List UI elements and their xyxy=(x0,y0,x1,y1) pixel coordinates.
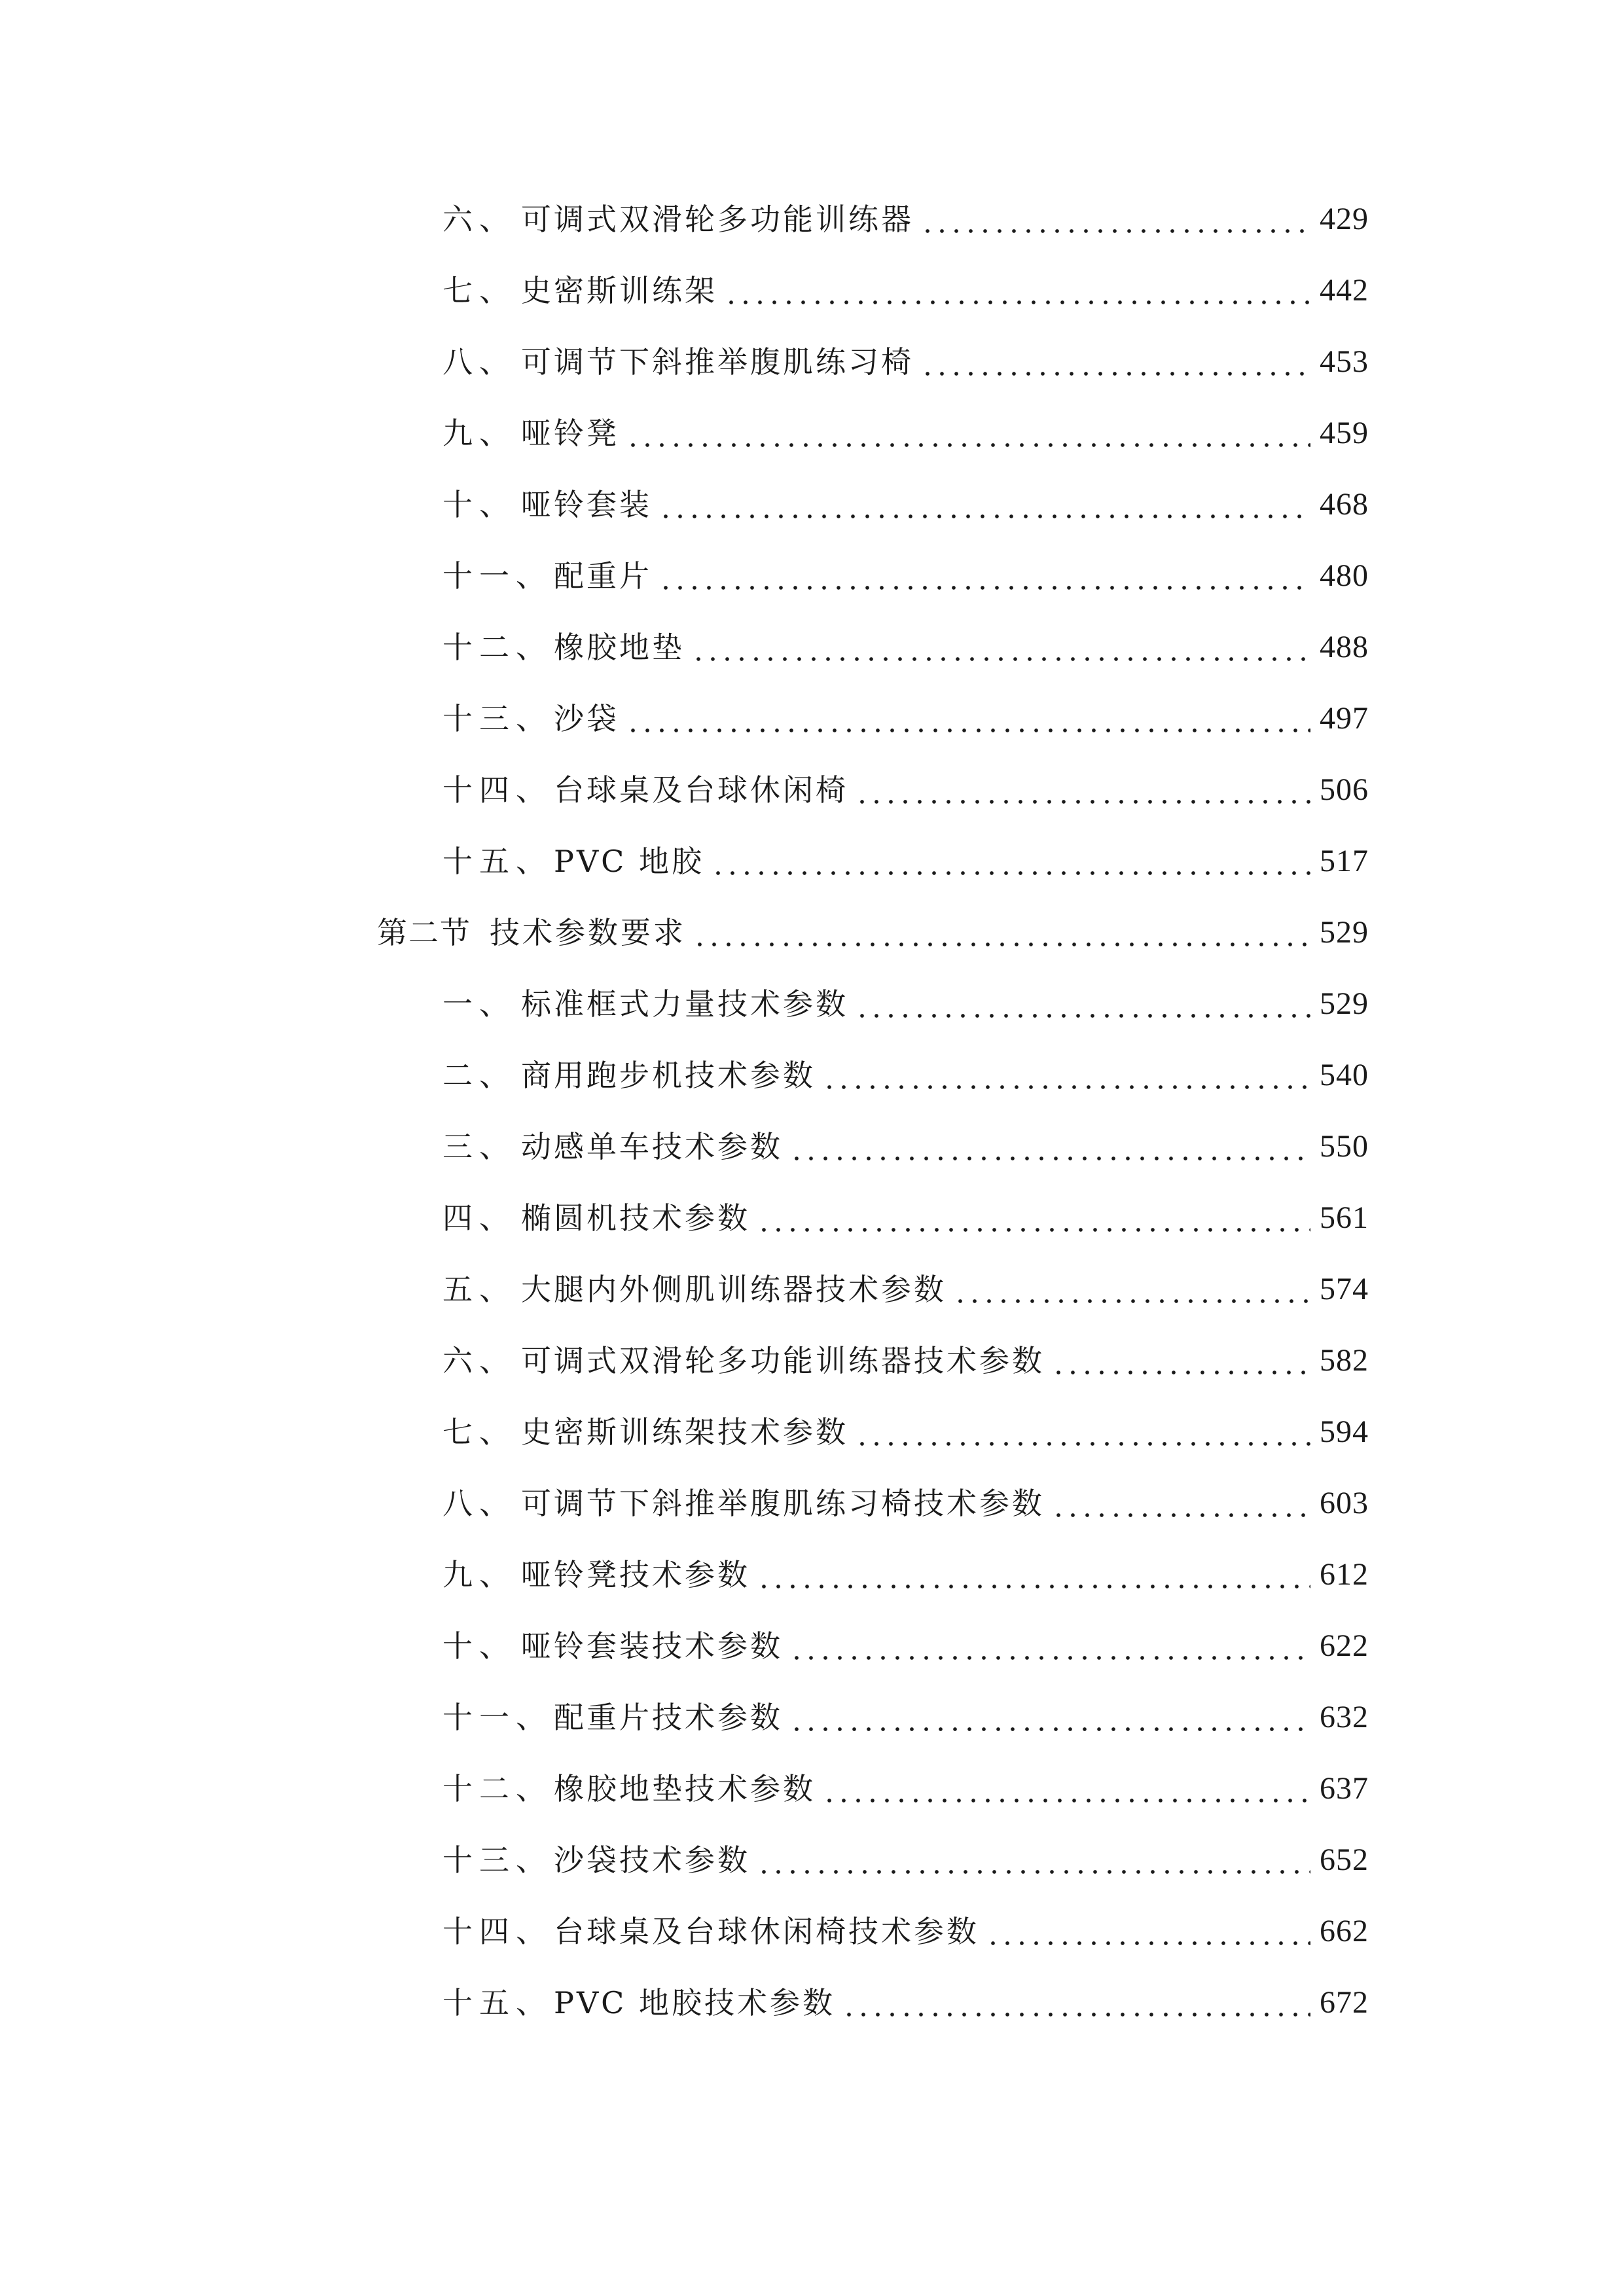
dot-leader xyxy=(822,1060,1310,1090)
toc-entry-page: 582 xyxy=(1320,1343,1369,1378)
toc-entry-number: 八、 xyxy=(442,1486,516,1521)
toc-entry[interactable] xyxy=(442,407,1369,459)
toc-entry-number: 六、 xyxy=(442,1343,516,1378)
toc-entry-title: 橡胶地垫技术参数 xyxy=(554,1771,816,1806)
toc-entry-title: PVC 地胶 xyxy=(554,844,704,879)
toc-entry-number: 十二、 xyxy=(442,630,552,665)
toc-entry-number: 十五、 xyxy=(442,1985,552,2020)
toc-entry-page: 561 xyxy=(1320,1200,1369,1235)
dot-leader xyxy=(1051,1346,1310,1376)
dot-leader xyxy=(920,204,1310,234)
toc-entry[interactable] xyxy=(442,1977,1369,2029)
toc-entry[interactable] xyxy=(442,978,1369,1030)
toc-entry-title: 标准框式力量技术参数 xyxy=(521,986,848,1022)
toc-entry-page: 603 xyxy=(1320,1486,1369,1520)
toc-entry[interactable] xyxy=(442,336,1369,388)
toc-entry-page: 672 xyxy=(1320,1985,1369,2020)
toc-entry-title: 可调节下斜推举腹肌练习椅技术参数 xyxy=(521,1486,1045,1521)
toc-entry-title: 史密斯训练架技术参数 xyxy=(521,1414,848,1450)
toc-entry-title: 配重片 xyxy=(554,558,652,594)
toc-entry-number: 十二、 xyxy=(442,1771,552,1806)
toc-entry-title: 哑铃套装 xyxy=(521,487,652,522)
toc-entry-number: 四、 xyxy=(442,1200,516,1236)
toc-entry-page: 429 xyxy=(1320,202,1369,236)
toc-entry-title: 可调式双滑轮多功能训练器技术参数 xyxy=(521,1343,1045,1378)
toc-entry-page: 529 xyxy=(1320,915,1369,950)
toc-entry[interactable] xyxy=(442,1691,1369,1744)
dot-leader xyxy=(789,1132,1310,1162)
toc-entry[interactable] xyxy=(442,1192,1369,1244)
toc-entry[interactable] xyxy=(442,264,1369,317)
dot-leader xyxy=(842,1988,1310,2018)
dot-leader xyxy=(626,418,1310,448)
toc-entry-number: 九、 xyxy=(442,1557,516,1592)
toc-entry-page: 442 xyxy=(1320,273,1369,308)
toc-entry-title: 史密斯训练架 xyxy=(521,273,717,308)
toc-entry[interactable] xyxy=(442,621,1369,673)
toc-entry-number: 九、 xyxy=(442,416,516,451)
dot-leader xyxy=(789,1702,1310,1732)
toc-entry-number: 十、 xyxy=(442,1628,516,1664)
toc-entry-title: 哑铃凳技术参数 xyxy=(521,1557,750,1592)
toc-entry-title: 技术参数要求 xyxy=(490,915,686,950)
dot-leader xyxy=(757,1845,1310,1875)
toc-entry-title: 台球桌及台球休闲椅 xyxy=(554,772,848,808)
toc-entry-number: 二、 xyxy=(442,1058,516,1093)
toc-entry-number: 一、 xyxy=(442,986,516,1022)
toc-entry-title: 沙袋技术参数 xyxy=(554,1842,750,1878)
toc-entry-page: 540 xyxy=(1320,1058,1369,1092)
toc-entry-title: 大腿内外侧肌训练器技术参数 xyxy=(521,1272,947,1307)
toc-entry-number: 六、 xyxy=(442,202,516,237)
toc-entry-number: 十一、 xyxy=(442,1700,552,1735)
toc-entry[interactable] xyxy=(442,193,1369,245)
toc-entry-number: 三、 xyxy=(442,1129,516,1164)
dot-leader xyxy=(757,1203,1310,1233)
toc-entry[interactable] xyxy=(442,1406,1369,1458)
toc-entry-page: 453 xyxy=(1320,344,1369,379)
toc-entry-number: 十一、 xyxy=(442,558,552,594)
toc-entry-page: 517 xyxy=(1320,844,1369,878)
toc-entry[interactable] xyxy=(442,692,1369,745)
toc-entry-title: 动感单车技术参数 xyxy=(521,1129,783,1164)
toc-entry[interactable] xyxy=(442,835,1369,888)
toc-entry-number: 八、 xyxy=(442,344,516,380)
toc-entry-page: 612 xyxy=(1320,1557,1369,1592)
toc-entry-page: 468 xyxy=(1320,487,1369,522)
toc-entry-title: PVC 地胶技术参数 xyxy=(554,1985,835,2020)
toc-entry-title: 哑铃套装技术参数 xyxy=(521,1628,783,1664)
toc-entry-title: 沙袋 xyxy=(554,701,619,736)
toc-entry[interactable] xyxy=(442,1620,1369,1672)
dot-leader xyxy=(953,1274,1310,1304)
toc-entry-title: 橡胶地垫 xyxy=(554,630,685,665)
toc-entry-title: 商用跑步机技术参数 xyxy=(521,1058,816,1093)
toc-entry-number: 十三、 xyxy=(442,1842,552,1878)
toc-entry-number: 五、 xyxy=(442,1272,516,1307)
dot-leader xyxy=(691,632,1310,662)
dot-leader xyxy=(822,1774,1310,1804)
toc-entry-page: 574 xyxy=(1320,1272,1369,1306)
toc-entry-page: 529 xyxy=(1320,986,1369,1021)
toc-entry-number: 七、 xyxy=(442,1414,516,1450)
toc-entry-number: 十五、 xyxy=(442,844,552,879)
toc-entry-page: 506 xyxy=(1320,772,1369,807)
dot-leader xyxy=(986,1916,1310,1946)
toc-entry-page: 488 xyxy=(1320,630,1369,664)
dot-leader xyxy=(757,1560,1310,1590)
toc-entry-title: 可调式双滑轮多功能训练器 xyxy=(521,202,914,237)
toc-entry[interactable] xyxy=(442,550,1369,602)
toc-entry-number: 十四、 xyxy=(442,1914,552,1949)
toc-entry-page: 652 xyxy=(1320,1842,1369,1877)
toc-entry[interactable] xyxy=(442,1335,1369,1387)
toc-entry[interactable] xyxy=(442,764,1369,816)
toc-entry-page: 622 xyxy=(1320,1628,1369,1663)
toc-entry[interactable] xyxy=(442,1263,1369,1316)
toc-entry-number: 七、 xyxy=(442,273,516,308)
toc-entry[interactable] xyxy=(442,1049,1369,1102)
dot-leader xyxy=(626,704,1310,734)
toc-entry-number: 第二节 xyxy=(377,915,471,950)
toc-entry[interactable] xyxy=(442,1549,1369,1601)
dot-leader xyxy=(659,490,1310,520)
toc-entry-page: 594 xyxy=(1320,1414,1369,1449)
toc-entry-number: 十三、 xyxy=(442,701,552,736)
toc-entry[interactable] xyxy=(442,1834,1369,1886)
dot-leader xyxy=(693,918,1310,948)
toc-entry-title: 台球桌及台球休闲椅技术参数 xyxy=(554,1914,979,1949)
toc-entry-page: 550 xyxy=(1320,1129,1369,1164)
toc-section-entry[interactable] xyxy=(377,906,1369,959)
toc-entry-page: 497 xyxy=(1320,701,1369,736)
toc-entry[interactable] xyxy=(442,1121,1369,1173)
toc-entry-title: 可调节下斜推举腹肌练习椅 xyxy=(521,344,914,380)
toc-entry[interactable] xyxy=(442,1763,1369,1815)
toc-entry-page: 632 xyxy=(1320,1700,1369,1734)
dot-leader xyxy=(920,347,1310,377)
toc-entry[interactable] xyxy=(442,478,1369,531)
dot-leader xyxy=(724,276,1310,306)
dot-leader xyxy=(789,1631,1310,1661)
toc-entry-number: 十、 xyxy=(442,487,516,522)
toc-entry-page: 637 xyxy=(1320,1771,1369,1806)
toc-entry[interactable] xyxy=(442,1477,1369,1530)
toc-entry[interactable] xyxy=(442,1905,1369,1958)
dot-leader xyxy=(855,775,1310,805)
toc-entry-page: 662 xyxy=(1320,1914,1369,1948)
toc-entry-number: 十四、 xyxy=(442,772,552,808)
dot-leader xyxy=(711,846,1310,876)
dot-leader xyxy=(855,989,1310,1019)
dot-leader xyxy=(1051,1488,1310,1518)
dot-leader xyxy=(855,1417,1310,1447)
toc-entry-title: 哑铃凳 xyxy=(521,416,619,451)
toc-entry-page: 459 xyxy=(1320,416,1369,450)
toc-entry-title: 配重片技术参数 xyxy=(554,1700,783,1735)
toc-entry-page: 480 xyxy=(1320,558,1369,593)
dot-leader xyxy=(659,561,1310,591)
toc-entry-title: 椭圆机技术参数 xyxy=(521,1200,750,1236)
